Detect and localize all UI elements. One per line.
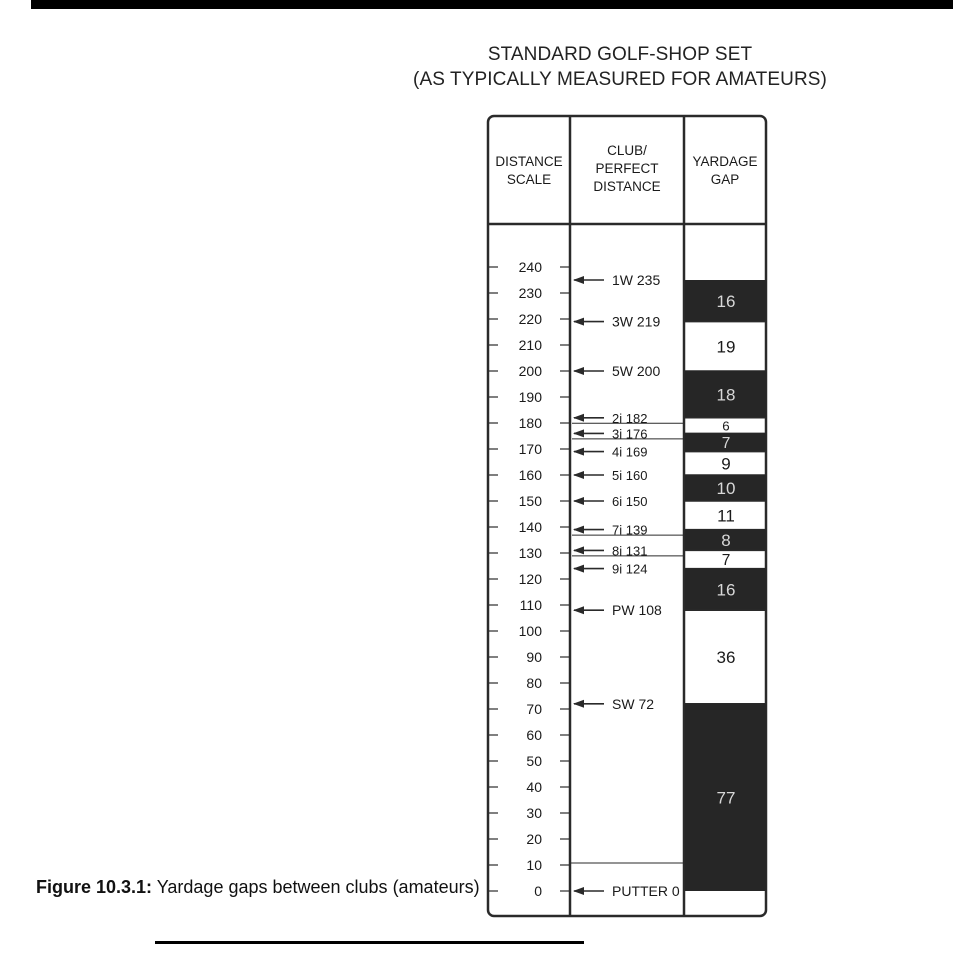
figure-title-line-1: STANDARD GOLF-SHOP SET [487,44,753,65]
scale-label: 150 [518,493,542,509]
scale-label: 40 [526,779,542,795]
club-arrow-head [573,606,584,614]
scale-label: 220 [518,311,542,327]
club-label: 4i 169 [612,444,648,460]
scale-label: 110 [519,597,542,613]
gap-value: 19 [716,337,736,357]
club-label: SW 72 [612,695,655,712]
club-arrow-head [573,887,584,895]
scale-label: 190 [518,389,542,405]
scale-label: 180 [518,415,542,431]
club-label: 1W 235 [612,272,661,288]
gap-value: 10 [716,479,736,499]
gap-value: 36 [716,648,736,668]
club-label: 3W 219 [612,313,661,330]
scale-label: 120 [518,571,542,587]
club-label: 5W 200 [612,363,661,379]
bottom-rule [155,941,584,944]
figure-title-line-2: (AS TYPICALLY MEASURED FOR AMATEURS) [413,69,827,90]
column-headers [495,143,757,194]
gap-value: 16 [716,580,736,600]
figure-caption-text: Yardage gaps between clubs (amateurs) [156,877,480,897]
scale-label: 0 [534,883,542,899]
club-label: 3i 176 [612,426,648,442]
gap-column [684,280,766,891]
gap-value: 6 [722,418,730,434]
figure-caption-label: Figure 10.3.1: [36,877,153,897]
scale-label: 100 [518,623,542,639]
club-label: 8i 131 [612,543,648,559]
scale-label: 170 [518,441,542,457]
scale-label: 10 [526,857,542,873]
scale-label: 60 [526,727,542,743]
scale-label: 30 [526,805,542,821]
club-arrow-head [573,497,584,505]
club-label: PW 108 [612,602,662,619]
figure-caption [36,875,480,900]
club-arrow-head [573,276,584,284]
scale-label: 140 [518,519,542,535]
club-arrow-head [573,471,584,479]
header-distance-scale: SCALE [506,172,552,187]
scale-label: 230 [518,285,542,301]
scale-label: 20 [526,831,542,847]
gap-value: 11 [717,506,735,526]
club-column [570,272,684,899]
scale-label: 210 [518,337,542,353]
gap-value: 18 [716,385,736,405]
gap-value: 8 [721,531,731,551]
club-arrow-head [573,414,584,422]
club-label: 2i 182 [612,410,648,426]
gap-value: 16 [716,291,736,311]
club-arrow-head [573,546,584,554]
club-arrow-head [573,448,584,456]
gap-value: 7 [721,435,731,453]
header-club-perfect-distance: DISTANCE [593,179,661,194]
club-label: 7i 139 [612,522,648,538]
scale-label: 50 [526,753,542,769]
header-club-perfect-distance: CLUB/ [607,143,647,158]
header-yardage-gap: GAP [710,172,740,187]
club-arrow-head [573,367,584,375]
distance-scale [488,259,570,899]
club-arrow-head [573,565,584,573]
gap-value: 7 [721,552,731,570]
scale-label: 240 [518,259,542,275]
gap-value: 9 [721,454,731,474]
club-label: 9i 124 [612,561,648,577]
club-label: 5i 160 [612,468,648,483]
club-arrow-head [573,526,584,534]
club-label: 6i 150 [612,494,648,509]
scale-label: 70 [526,701,542,717]
club-arrow-head [573,700,584,708]
scale-label: 200 [518,363,542,379]
scale-label: 90 [526,649,542,665]
club-arrow-head [573,429,584,437]
header-distance-scale: DISTANCE [495,154,563,169]
header-yardage-gap: YARDAGE [692,154,758,169]
scale-label: 160 [518,467,542,483]
scale-label: 130 [518,545,542,561]
club-arrow-head [573,318,584,326]
club-label: PUTTER 0 [612,883,680,899]
gap-value: 77 [716,788,736,808]
scale-label: 80 [526,675,542,691]
header-club-perfect-distance: PERFECT [595,161,659,176]
